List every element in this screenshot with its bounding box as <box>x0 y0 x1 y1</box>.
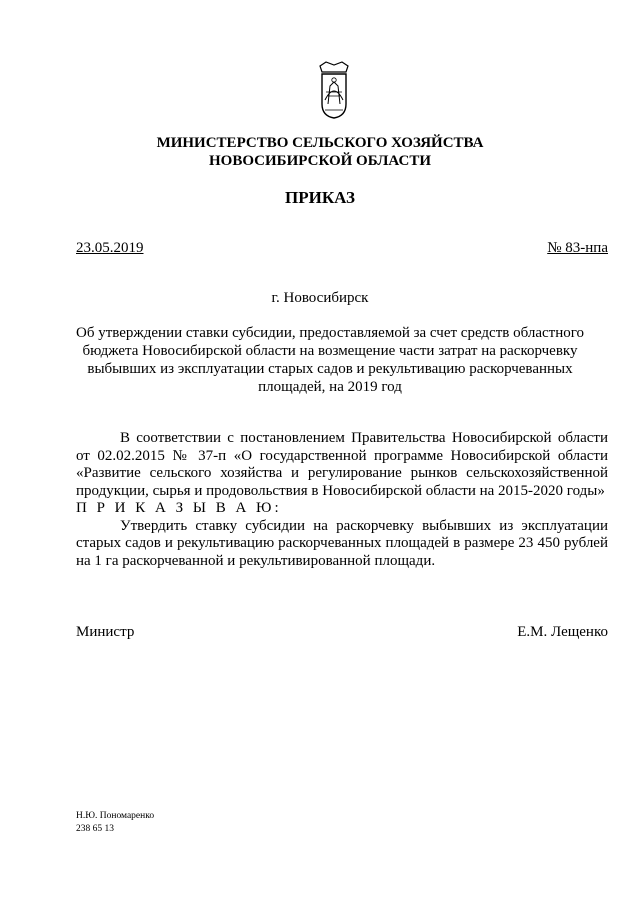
executor-block <box>76 810 154 836</box>
document-type-title: ПРИКАЗ <box>285 188 355 207</box>
ministry-name-line2: НОВОСИБИРСКОЙ ОБЛАСТИ <box>208 153 432 169</box>
preamble-paragraph: В соответствии с постановлением Правительства Новосибирской области от 02.02.2015 № 37-п «О государственной программе Новосибирской области «Развитие сельского хозяйства и регулирование рынков сельскохозяйственной продукции, сырья и продовольствия в Новосибирской области на 2015-2020 годы» <box>76 430 608 499</box>
order-body <box>76 430 608 570</box>
signatory-name: Е.М. Лещенко <box>517 624 608 640</box>
decision-paragraph: Утвердить ставку субсидии на раскорчевку выбывших из эксплуатации старых садов и рекультивацию раскорчеванных площадей в размере 23 450 рублей на 1 га раскорчеванной и рекультивированной площади. <box>76 517 608 569</box>
order-subject: Об утверждении ставки субсидии, предоставляемой за счет средств областного бюджета Новосибирской области на возмещение части затрат на раскорчевку выбывших из эксплуатации старых садов и рекультивацию раскорчеванных площадей, на 2019 год <box>75 325 585 395</box>
ministry-name-line1: МИНИСТЕРСТВО СЕЛЬСКОГО ХОЗЯЙСТВА <box>156 135 484 151</box>
order-number: № 83-нпа <box>547 240 608 256</box>
executor-name: Н.Ю. Пономаренко <box>76 811 155 821</box>
city-name: г. Новосибирск <box>271 290 369 306</box>
order-date: 23.05.2019 <box>76 240 144 256</box>
executor-phone: 238 65 13 <box>76 824 114 834</box>
signatory-position: Министр <box>76 624 135 640</box>
coat-of-arms-icon <box>316 60 352 120</box>
decree-word: П Р И К А З Ы В А Ю: <box>76 500 282 516</box>
